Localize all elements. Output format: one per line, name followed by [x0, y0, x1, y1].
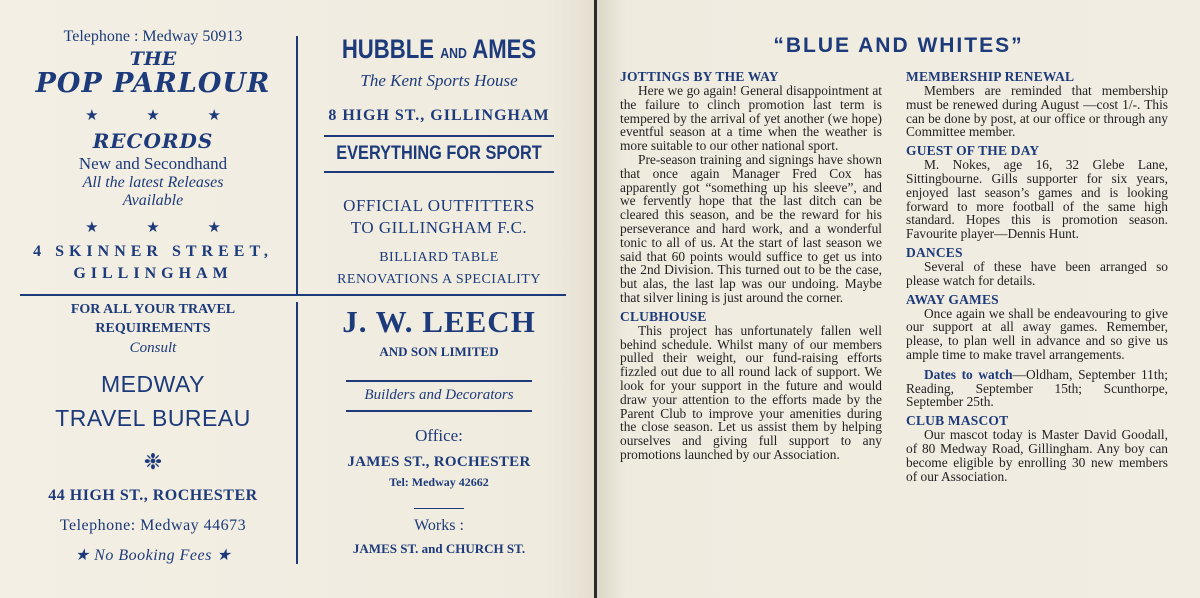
hubble-rule — [324, 135, 554, 137]
column-divider-top — [296, 36, 298, 294]
page-title: “BLUE AND WHITES” — [773, 34, 1024, 57]
ad-medway-travel — [10, 300, 296, 565]
hubble-billiard-1: BILLIARD TABLE — [379, 250, 499, 265]
heading-clubhouse: CLUBHOUSE — [620, 308, 707, 324]
para-dances: Several of these have been arranged so please watch for details. — [906, 258, 1168, 288]
hubble-official-2: TO GILLINGHAM F.C. — [350, 218, 528, 237]
leech-name: J. W. LEECH — [342, 304, 536, 339]
leech-trade: Builders and Decorators — [346, 380, 532, 412]
heading-guest: GUEST OF THE DAY — [906, 143, 1040, 159]
hubble-and: AND — [440, 45, 467, 62]
travel-consult: Consult — [129, 340, 177, 356]
text-column-right — [906, 69, 1168, 487]
heading-mascot: CLUB MASCOT — [906, 413, 1009, 429]
para-jottings-2: Pre-season training and signings have shown that once again Manager Fred Cox has apparently got “something up his sleeve”, and we fervently hope that the last ditch can be cleared this season, and be the reward for his perseverance and hard work, and a wonderful tonic to all of us. At the start of last season we said that 60 points would suffice to get us into the 2nd Division. This turned out to be the case, but alas, the last lap was our undoing. Maybe that silver lining is just around the corner. — [620, 151, 882, 305]
hubble-billiard-2: RENOVATIONS A SPECIALITY — [337, 272, 541, 287]
snowflake-ornament-icon: ❉ — [143, 449, 163, 474]
leech-telephone: Tel: Medway 42662 — [389, 475, 489, 489]
hubble-rule-2 — [324, 171, 554, 173]
leech-sub: AND SON LIMITED — [379, 344, 499, 359]
hubble-everything: EVERYTHING FOR SPORT — [336, 143, 542, 164]
para-membership: Members are reminded that membership must be renewed during August —cost 1/-. This can be done by post, at our office or through any Committee member. — [906, 83, 1168, 140]
para-mascot: Our mascot today is Master David Goodall, of 80 Medway Road, Gillingham. Any boy can become eligible by enrolling 30 new members of our Association. — [906, 427, 1168, 484]
para-guest: M. Nokes, age 16, 32 Glebe Lane, Sittingbourne. Gills supporter for six years, enjoyed last season’s games and is looking forward to more football of the same high standard. Hopes this is promotion season. Favourite player—Dennis Hunt. — [906, 157, 1168, 242]
para-dates — [906, 368, 1168, 409]
pop-telephone: Telephone : Medway 50913 — [63, 28, 243, 45]
pop-stars-top: ★ ★ ★ — [85, 108, 243, 124]
pop-the: THE — [129, 48, 177, 70]
ad-pop-parlour — [10, 28, 296, 285]
travel-name-2: TRAVEL BUREAU — [55, 405, 251, 431]
hubble-name-2: AMES — [472, 34, 537, 64]
travel-telephone: Telephone: Medway 44673 — [59, 517, 247, 534]
ad-jw-leech — [300, 304, 578, 557]
leech-works-label: Works : — [414, 517, 464, 534]
heading-away-games: AWAY GAMES — [906, 291, 999, 307]
pop-available: Available — [122, 192, 184, 209]
travel-name-1: MEDWAY — [101, 371, 205, 397]
hubble-name-1: HUBBLE — [341, 34, 435, 64]
leech-works-address: JAMES ST. and CHURCH ST. — [352, 541, 526, 556]
hubble-tagline: The Kent Sports House — [360, 71, 518, 90]
travel-no-fees: ★ No Booking Fees ★ — [74, 547, 232, 564]
leech-office-label: Office: — [415, 426, 463, 445]
pop-new-secondhand: New and Secondhand — [78, 154, 228, 173]
text-column-left — [620, 69, 882, 466]
heading-membership: MEMBERSHIP RENEWAL — [906, 69, 1075, 84]
para-away-games: Once again we shall be endeavouring to give our support at all away games. Remember, please, to plan well in advance and so give us ample time to make travel arrangements. — [906, 305, 1168, 362]
leech-office-address: JAMES ST., ROCHESTER — [347, 454, 531, 470]
heading-jottings: JOTTINGS BY THE WAY — [620, 69, 779, 84]
pop-address-2: GILLINGHAM — [73, 265, 233, 282]
para-jottings-1: Here we go again! General disappointment at the failure to clinch promotion last term is tempered by the arrival of yet another (we hope) eventful season at a time when the weather is more suitable to our other national sport. — [620, 83, 882, 154]
hubble-address: 8 HIGH ST., GILLINGHAM — [328, 107, 550, 124]
row-divider — [20, 294, 566, 296]
hubble-title — [325, 34, 553, 65]
dates-text: —Oldham, September 11th; Reading, September 15th; Scunthorpe, September 25th. — [906, 366, 1168, 410]
heading-dances: DANCES — [906, 244, 963, 260]
column-divider-bottom — [296, 302, 298, 564]
pop-address-1: 4 SKINNER STREET, — [33, 243, 273, 260]
pop-stars-bottom: ★ ★ ★ — [85, 220, 243, 236]
pop-name: POP PARLOUR — [35, 68, 271, 99]
pop-latest: All the latest Releases — [82, 174, 224, 191]
travel-line-2: REQUIREMENTS — [95, 321, 211, 336]
hubble-official-1: OFFICIAL OUTFITTERS — [343, 196, 535, 215]
pop-records: RECORDS — [92, 129, 214, 153]
ad-hubble-ames — [300, 34, 578, 291]
leech-short-rule — [414, 508, 464, 509]
travel-line-1: FOR ALL YOUR TRAVEL — [70, 302, 236, 317]
travel-address: 44 HIGH ST., ROCHESTER — [48, 487, 258, 504]
left-page-adverts — [0, 0, 594, 598]
dates-label: Dates to watch — [924, 366, 1013, 382]
para-clubhouse: This project has unfortunately fallen well behind schedule. Whilst many of our members pulled their weight, our fund-raising efforts fizzled out due to all round lack of support. We look for your support in the future and would draw your attention to the efforts made by the Parent Club to improve your amenities during the close season. Let us assist them by helping ourselves and giving full support to any promotions launched by our Association. — [620, 322, 882, 462]
right-page-blue-and-whites — [597, 0, 1200, 598]
